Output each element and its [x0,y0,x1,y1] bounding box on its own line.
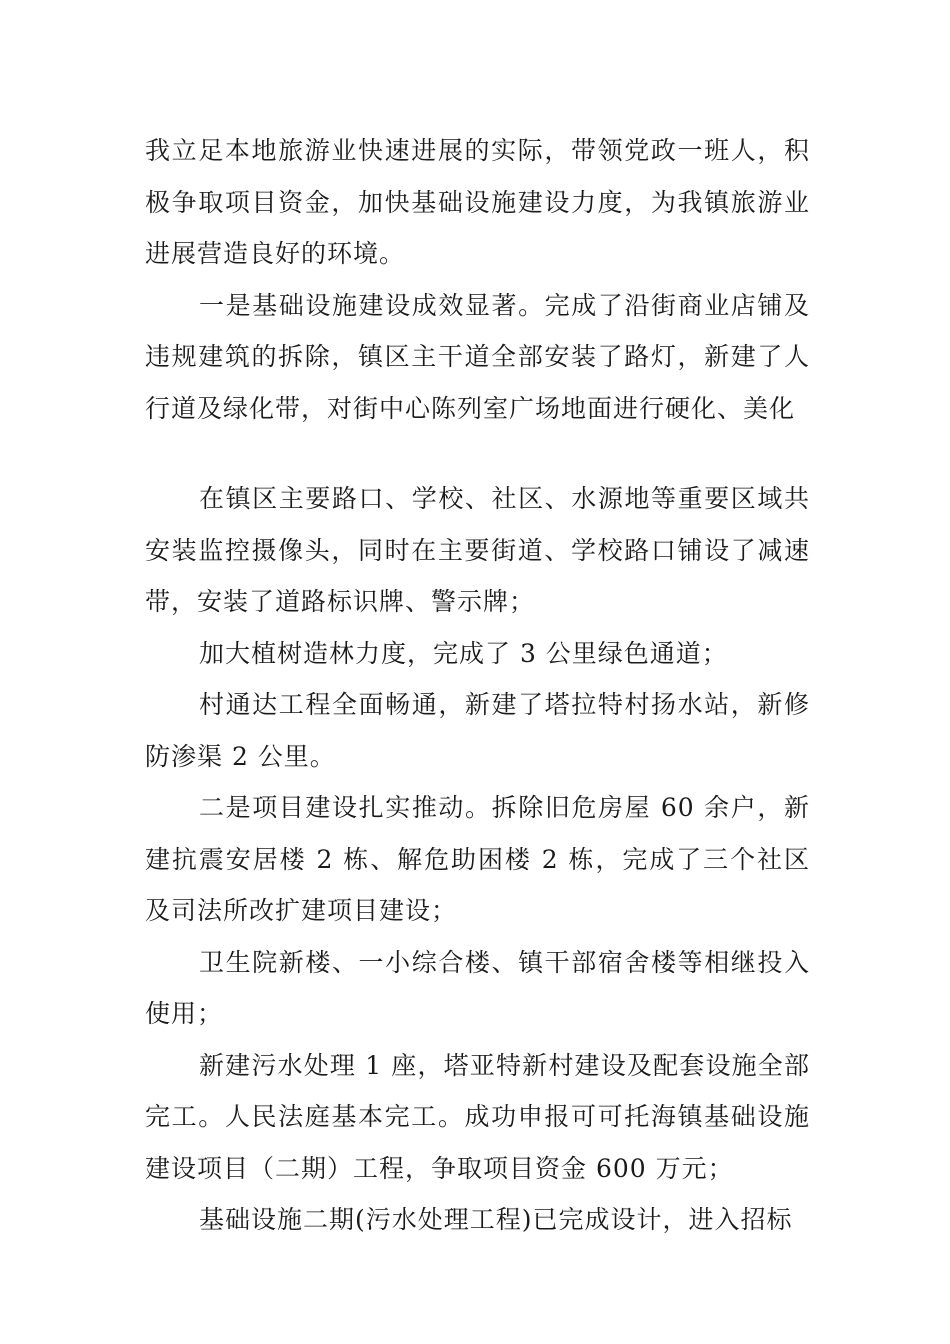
text-section-2 [145,473,810,1246]
paragraph-7: 卫生院新楼、一小综合楼、镇干部宿舍楼等相继投入使用； [145,947,810,1028]
paragraph-6: 二是项目建设扎实推动。拆除旧危房屋 60 余户，新建抗震安居楼 2 栋、解危助困楼 2 栋，完成了三个社区及司法所改扩建项目建设； [145,793,810,925]
text-section-1 [145,125,810,434]
paragraph-5: 村通达工程全面畅通，新建了塔拉特村扬水站，新修防渗渠 2 公里。 [145,690,810,771]
paragraph-9: 基础设施二期(污水处理工程)已完成设计，进入招标 [199,1205,793,1234]
paragraph-8: 新建污水处理 1 座，塔亚特新村建设及配套设施全部完工。人民法庭基本完工。成功申报可可托海镇基础设施建设项目（二期）工程，争取项目资金 600 万元； [145,1050,810,1183]
paragraph-1: 我立足本地旅游业快速进展的实际，带领党政一班人，积极争取项目资金，加快基础设施建设力度，为我镇旅游业进展营造良好的环境。 [145,136,810,268]
paragraph-3: 在镇区主要路口、学校、社区、水源地等重要区域共安装监控摄像头，同时在主要街道、学校路口铺设了减速带，安装了道路标识牌、警示牌； [145,484,810,616]
paragraph-2: 一是基础设施建设成效显著。完成了沿街商业店铺及违规建筑的拆除，镇区主干道全部安装了路灯，新建了人行道及绿化带，对街中心陈列室广场地面进行硬化、美化 [145,290,810,423]
paragraph-4: 加大植树造林力度，完成了 3 公里绿色通道； [199,638,728,668]
